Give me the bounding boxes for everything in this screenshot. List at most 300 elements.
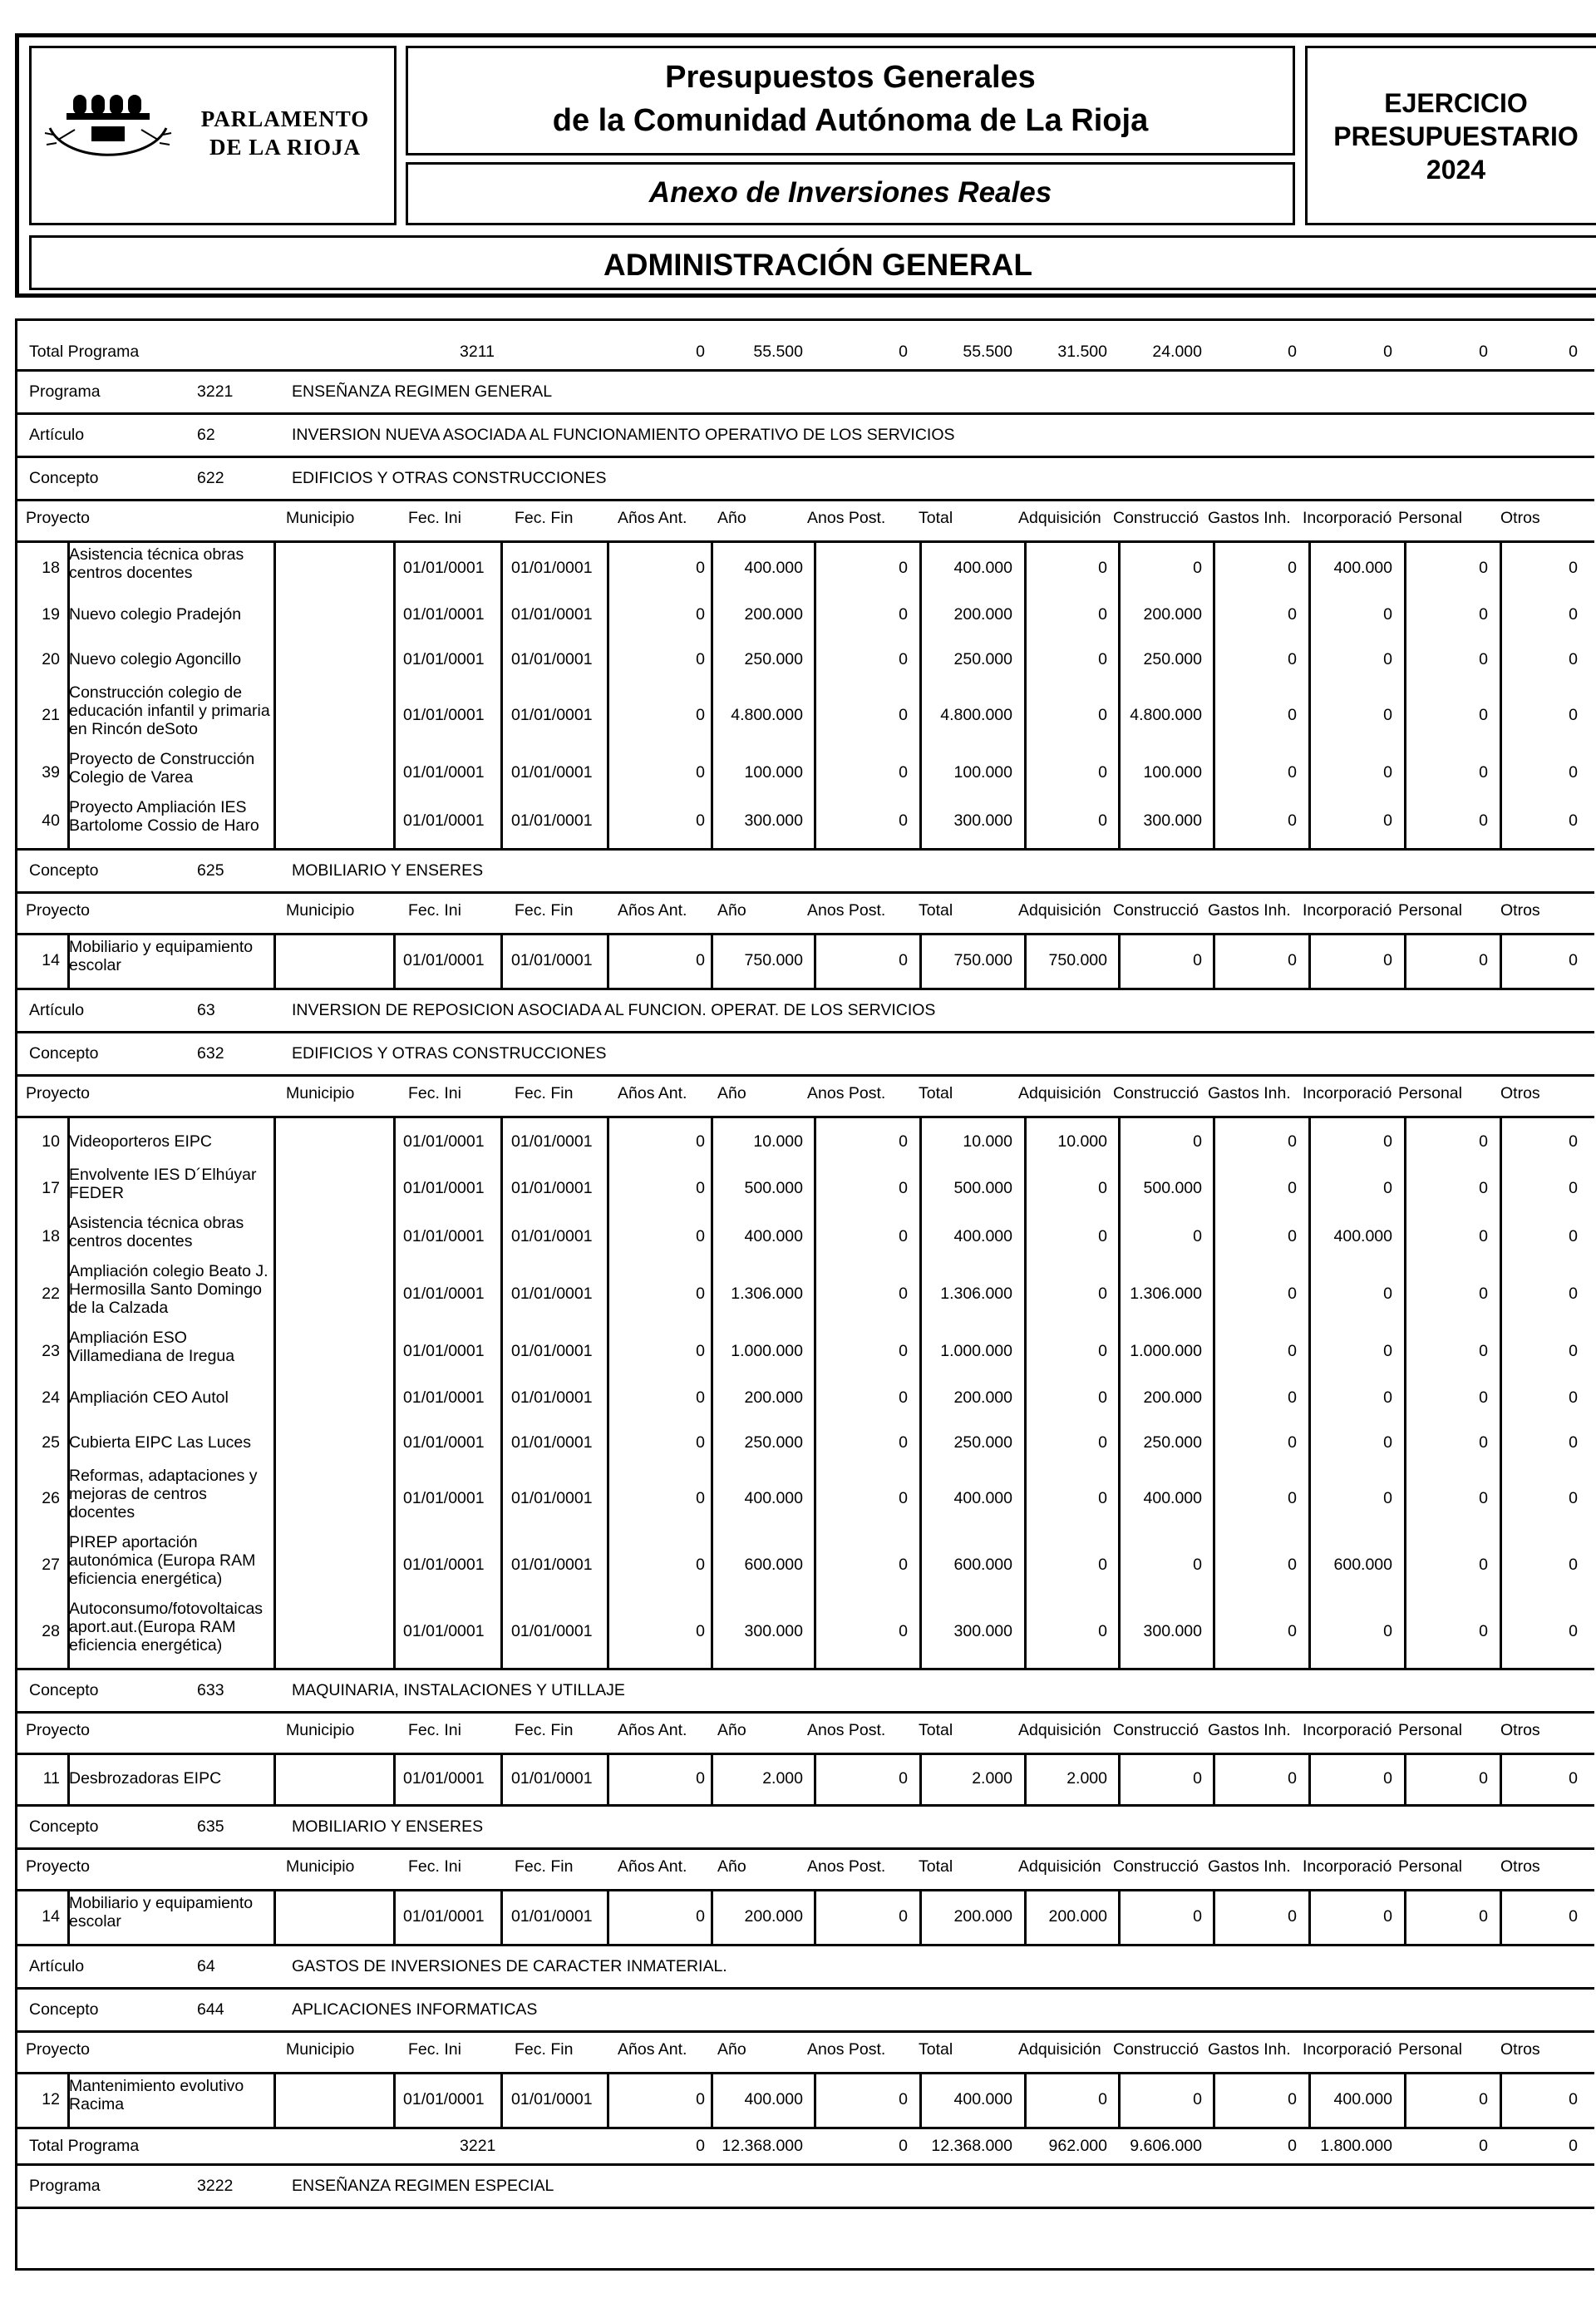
column-divider [711, 1116, 713, 1668]
end-date: 01/01/0001 [511, 1227, 593, 1245]
end-date: 01/01/0001 [511, 1433, 593, 1452]
project-value-0: 0 [696, 650, 705, 668]
section-name: GASTOS DE INVERSIONES DE CARACTER INMATERIAL. [292, 1957, 727, 1975]
section-code: 625 [197, 861, 224, 880]
column-header: Gastos Inh. [1208, 1857, 1291, 1876]
project-value-8: 0 [1479, 1179, 1488, 1197]
section-row-artculo [17, 988, 1594, 1031]
project-value-5: 0 [1193, 1132, 1202, 1151]
column-divider [67, 933, 70, 988]
start-date: 01/01/0001 [403, 1489, 485, 1507]
project-value-0: 0 [696, 559, 705, 577]
section-row-concepto [17, 456, 1594, 499]
start-date: 01/01/0001 [403, 1227, 485, 1245]
project-value-7: 0 [1383, 811, 1392, 830]
column-header: Total [919, 1857, 953, 1876]
project-name: Ampliación CEO Autol [69, 1388, 229, 1407]
project-value-7: 0 [1383, 1622, 1392, 1640]
column-divider [607, 540, 609, 848]
column-header: Anos Post. [807, 509, 886, 527]
column-divider [814, 1116, 816, 1668]
project-name: Mobiliario y equipamiento escolar [69, 938, 254, 974]
project-number: 27 [42, 1556, 60, 1574]
total-value-0: 0 [696, 2137, 705, 2155]
column-header: Fec. Ini [408, 2040, 461, 2059]
column-header: Gastos Inh. [1208, 1721, 1291, 1739]
column-header: Total [919, 1721, 953, 1739]
project-value-2: 0 [899, 706, 908, 724]
section-label: Concepto [29, 1681, 99, 1699]
project-row [17, 1531, 1594, 1598]
project-value-0: 0 [696, 1556, 705, 1574]
project-name: Ampliación colegio Beato J. Hermosilla Santo Domingo de la Calzada [69, 1262, 268, 1317]
total-row [17, 333, 1594, 369]
project-name: Reformas, adaptaciones y mejoras de centros docentes [69, 1467, 258, 1521]
column-divider [814, 540, 816, 848]
row-divider [17, 2072, 1594, 2074]
column-header: Anos Post. [807, 901, 886, 920]
project-value-7: 0 [1383, 1769, 1392, 1788]
project-value-6: 0 [1288, 1622, 1297, 1640]
end-date: 01/01/0001 [511, 1622, 593, 1640]
project-row [17, 1375, 1594, 1420]
project-name: Nuevo colegio Pradejón [69, 605, 242, 624]
total-value-8: 0 [1479, 343, 1488, 361]
project-number: 22 [42, 1285, 60, 1303]
project-value-4: 0 [1098, 1556, 1107, 1574]
project-value-8: 0 [1479, 811, 1488, 830]
parliament-logo-icon [42, 85, 183, 176]
end-date: 01/01/0001 [511, 1769, 593, 1788]
project-value-4: 0 [1098, 2090, 1107, 2108]
end-date: 01/01/0001 [511, 951, 593, 969]
project-value-8: 0 [1479, 706, 1488, 724]
total-value-4: 31.500 [1057, 343, 1107, 361]
column-divider [1024, 540, 1027, 848]
column-header: Años Ant. [618, 1721, 687, 1739]
project-value-9: 0 [1569, 1285, 1578, 1303]
column-divider [500, 1116, 503, 1668]
column-header: Proyecto [26, 1857, 90, 1876]
start-date: 01/01/0001 [403, 1907, 485, 1926]
project-value-7: 0 [1383, 1388, 1392, 1407]
column-divider [1500, 2072, 1502, 2127]
project-name: Construcción colegio de educación infantil y primaria en Rincón deSoto [69, 683, 270, 738]
project-value-3: 100.000 [953, 763, 1012, 782]
column-divider [1308, 540, 1311, 848]
column-divider [273, 1753, 276, 1804]
total-value-5: 9.606.000 [1130, 2137, 1202, 2155]
project-value-2: 0 [899, 1556, 908, 1574]
section-label: Concepto [29, 1817, 99, 1836]
total-value-7: 0 [1383, 343, 1392, 361]
project-value-7: 400.000 [1333, 559, 1392, 577]
project-value-8: 0 [1479, 1433, 1488, 1452]
column-header: Fec. Fin [515, 509, 574, 527]
project-value-5: 0 [1193, 1556, 1202, 1574]
project-value-1: 200.000 [744, 1388, 803, 1407]
column-header-row [17, 1074, 1594, 1116]
start-date: 01/01/0001 [403, 2090, 485, 2108]
column-header: Personal [1398, 509, 1462, 527]
project-value-0: 0 [696, 1342, 705, 1360]
total-value-2: 0 [899, 2137, 908, 2155]
project-value-7: 600.000 [1333, 1556, 1392, 1574]
start-date: 01/01/0001 [403, 1342, 485, 1360]
project-row [17, 1420, 1594, 1465]
project-value-5: 200.000 [1143, 605, 1202, 624]
section-label: Concepto [29, 469, 99, 487]
column-header: Gastos Inh. [1208, 1084, 1291, 1102]
project-row [17, 936, 1594, 984]
project-value-1: 250.000 [744, 1433, 803, 1452]
section-name: INVERSION NUEVA ASOCIADA AL FUNCIONAMIENTO OPERATIVO DE LOS SERVICIOS [292, 426, 955, 444]
project-value-2: 0 [899, 1227, 908, 1245]
project-name: Envolvente IES D´Elhúyar FEDER [69, 1166, 257, 1202]
project-value-1: 600.000 [744, 1556, 803, 1574]
column-header: Incorporació [1303, 1084, 1392, 1102]
section-name: EDIFICIOS Y OTRAS CONSTRUCCIONES [292, 1044, 607, 1063]
column-divider [1308, 1753, 1311, 1804]
section-label: Artículo [29, 1001, 85, 1019]
column-divider [1500, 1116, 1502, 1668]
row-divider [17, 2207, 1594, 2209]
total-program-code: 3221 [460, 2137, 496, 2155]
project-value-2: 0 [899, 1489, 908, 1507]
project-value-0: 0 [696, 1489, 705, 1507]
project-number: 26 [42, 1489, 60, 1507]
column-divider [500, 540, 503, 848]
start-date: 01/01/0001 [403, 1556, 485, 1574]
column-header: Construcció [1113, 901, 1199, 920]
total-value-3: 12.368.000 [931, 2137, 1012, 2155]
project-value-5: 0 [1193, 2090, 1202, 2108]
project-value-6: 0 [1288, 1342, 1297, 1360]
project-value-5: 0 [1193, 1907, 1202, 1926]
column-header: Municipio [286, 1857, 355, 1876]
project-value-6: 0 [1288, 1556, 1297, 1574]
project-value-8: 0 [1479, 1132, 1488, 1151]
column-divider [1308, 933, 1311, 988]
column-header: Construcció [1113, 509, 1199, 527]
column-header: Fec. Ini [408, 1084, 461, 1102]
project-value-0: 0 [696, 1227, 705, 1245]
project-name: Cubierta EIPC Las Luces [69, 1433, 251, 1452]
project-value-7: 0 [1383, 763, 1392, 782]
total-value-3: 55.500 [963, 343, 1012, 361]
section-label: Artículo [29, 426, 85, 444]
project-value-0: 0 [696, 1907, 705, 1926]
project-value-8: 0 [1479, 763, 1488, 782]
column-divider [1118, 2072, 1121, 2127]
column-divider [711, 2072, 713, 2127]
column-header: Total [919, 2040, 953, 2059]
project-value-9: 0 [1569, 559, 1578, 577]
start-date: 01/01/0001 [403, 706, 485, 724]
column-divider [607, 933, 609, 988]
project-value-4: 0 [1098, 1179, 1107, 1197]
project-number: 20 [42, 650, 60, 668]
column-header: Total [919, 901, 953, 920]
project-value-4: 2.000 [1066, 1769, 1107, 1788]
project-value-8: 0 [1479, 1622, 1488, 1640]
end-date: 01/01/0001 [511, 1342, 593, 1360]
start-date: 01/01/0001 [403, 1769, 485, 1788]
column-header: Municipio [286, 1084, 355, 1102]
section-name: ENSEÑANZA REGIMEN GENERAL [292, 382, 553, 401]
project-row [17, 1892, 1594, 1941]
project-value-3: 300.000 [953, 1622, 1012, 1640]
total-value-9: 0 [1569, 2137, 1578, 2155]
project-value-6: 0 [1288, 763, 1297, 782]
section-label: Concepto [29, 2000, 99, 2019]
column-header: Total [919, 509, 953, 527]
section-row-artculo [17, 412, 1594, 456]
project-value-0: 0 [696, 605, 705, 624]
end-date: 01/01/0001 [511, 1285, 593, 1303]
project-value-1: 1.000.000 [731, 1342, 803, 1360]
project-name: PIREP aportación autonómica (Europa RAM eficiencia energética) [69, 1533, 256, 1588]
column-divider [500, 1889, 503, 1944]
project-name: Nuevo colegio Agoncillo [69, 650, 242, 668]
column-divider [1118, 933, 1121, 988]
project-value-3: 2.000 [972, 1769, 1012, 1788]
column-divider [1024, 1116, 1027, 1668]
parliament-name [190, 105, 381, 161]
column-divider [814, 1753, 816, 1804]
end-date: 01/01/0001 [511, 1388, 593, 1407]
project-value-2: 0 [899, 811, 908, 830]
project-value-6: 0 [1288, 605, 1297, 624]
column-header: Personal [1398, 1857, 1462, 1876]
column-header: Construcció [1113, 1857, 1199, 1876]
project-value-4: 10.000 [1057, 1132, 1107, 1151]
project-number: 18 [42, 1227, 60, 1245]
column-header: Otros [1500, 509, 1540, 527]
subtitle: Anexo de Inversiones Reales [648, 176, 1052, 209]
end-date: 01/01/0001 [511, 559, 593, 577]
section-label: Concepto [29, 861, 99, 880]
column-header: Construcció [1113, 1084, 1199, 1102]
project-value-5: 0 [1193, 1769, 1202, 1788]
project-value-3: 200.000 [953, 605, 1012, 624]
document-header [15, 33, 1596, 298]
project-value-9: 0 [1569, 951, 1578, 969]
column-header: Año [717, 1721, 746, 1739]
column-header: Años Ant. [618, 2040, 687, 2059]
column-divider [1308, 1889, 1311, 1944]
project-row [17, 796, 1594, 845]
column-divider [1213, 1889, 1215, 1944]
project-value-7: 0 [1383, 650, 1392, 668]
column-divider [67, 1753, 70, 1804]
project-value-9: 0 [1569, 706, 1578, 724]
start-date: 01/01/0001 [403, 1132, 485, 1151]
project-row [17, 682, 1594, 748]
project-value-0: 0 [696, 763, 705, 782]
column-divider [1118, 1753, 1121, 1804]
column-header: Proyecto [26, 1721, 90, 1739]
project-value-0: 0 [696, 811, 705, 830]
column-header-row [17, 891, 1594, 933]
project-value-5: 300.000 [1143, 1622, 1202, 1640]
column-header: Incorporació [1303, 1721, 1392, 1739]
project-value-1: 300.000 [744, 1622, 803, 1640]
total-row [17, 2127, 1594, 2163]
column-header: Anos Post. [807, 1857, 886, 1876]
section-name: APLICACIONES INFORMATICAS [292, 2000, 538, 2019]
project-value-2: 0 [899, 1622, 908, 1640]
project-value-9: 0 [1569, 2090, 1578, 2108]
project-value-7: 400.000 [1333, 2090, 1392, 2108]
project-number: 18 [42, 559, 60, 577]
project-value-5: 300.000 [1143, 811, 1202, 830]
project-value-8: 0 [1479, 951, 1488, 969]
project-value-8: 0 [1479, 605, 1488, 624]
project-value-9: 0 [1569, 1907, 1578, 1926]
project-value-5: 4.800.000 [1130, 706, 1202, 724]
column-divider [1213, 540, 1215, 848]
project-value-1: 400.000 [744, 559, 803, 577]
section-row-concepto [17, 1987, 1594, 2030]
column-divider [67, 540, 70, 848]
section-row-artculo [17, 1944, 1594, 1987]
column-divider [1213, 2072, 1215, 2127]
project-value-4: 0 [1098, 1388, 1107, 1407]
column-divider [1213, 1753, 1215, 1804]
project-number: 23 [42, 1342, 60, 1360]
column-header-row [17, 1711, 1594, 1753]
project-value-9: 0 [1569, 1433, 1578, 1452]
column-divider [1500, 540, 1502, 848]
project-value-6: 0 [1288, 1489, 1297, 1507]
project-value-0: 0 [696, 1285, 705, 1303]
column-divider [814, 933, 816, 988]
project-value-0: 0 [696, 1769, 705, 1788]
column-header: Otros [1500, 1721, 1540, 1739]
end-date: 01/01/0001 [511, 2090, 593, 2108]
column-divider [1118, 1889, 1121, 1944]
column-header: Otros [1500, 1857, 1540, 1876]
column-divider [1118, 540, 1121, 848]
project-number: 19 [42, 605, 60, 624]
end-date: 01/01/0001 [511, 763, 593, 782]
project-value-4: 0 [1098, 1489, 1107, 1507]
project-value-1: 1.306.000 [731, 1285, 803, 1303]
project-value-2: 0 [899, 1388, 908, 1407]
project-number: 28 [42, 1622, 60, 1640]
title-line-1: Presupuestos Generales [665, 60, 1036, 95]
column-header: Proyecto [26, 1084, 90, 1102]
column-header: Fec. Fin [515, 1084, 574, 1102]
project-value-9: 0 [1569, 1132, 1578, 1151]
section-row-concepto [17, 1668, 1594, 1711]
project-value-4: 0 [1098, 1285, 1107, 1303]
column-header: Adquisición [1018, 1084, 1101, 1102]
project-row [17, 1756, 1594, 1801]
section-row-programa [17, 369, 1594, 412]
column-header: Fec. Ini [408, 1721, 461, 1739]
fiscal-year-line-1: EJERCICIO [1384, 88, 1528, 118]
project-value-9: 0 [1569, 1342, 1578, 1360]
column-divider [393, 1753, 396, 1804]
project-row [17, 1327, 1594, 1375]
project-value-5: 1.000.000 [1130, 1342, 1202, 1360]
column-header: Fec. Fin [515, 1721, 574, 1739]
column-divider [711, 933, 713, 988]
start-date: 01/01/0001 [403, 605, 485, 624]
total-value-1: 55.500 [753, 343, 803, 361]
project-value-3: 750.000 [953, 951, 1012, 969]
project-value-9: 0 [1569, 811, 1578, 830]
project-value-5: 500.000 [1143, 1179, 1202, 1197]
column-divider [1118, 1116, 1121, 1668]
section-code: 63 [197, 1001, 215, 1019]
column-divider [919, 1889, 922, 1944]
project-value-4: 750.000 [1048, 951, 1107, 969]
section-code: 64 [197, 1957, 215, 1975]
project-number: 14 [42, 1907, 60, 1926]
column-divider [919, 1116, 922, 1668]
fiscal-year-box [1305, 46, 1596, 225]
project-value-8: 0 [1479, 1342, 1488, 1360]
section-label: Programa [29, 382, 101, 401]
project-name: Proyecto Ampliación IES Bartolome Cossio de Haro [69, 798, 259, 835]
column-divider [1308, 2072, 1311, 2127]
row-divider [17, 1116, 1594, 1118]
project-value-3: 1.000.000 [940, 1342, 1012, 1360]
column-header: Personal [1398, 901, 1462, 920]
column-divider [607, 1116, 609, 1668]
total-value-6: 0 [1288, 2137, 1297, 2155]
column-divider [1024, 1753, 1027, 1804]
investment-table [15, 318, 1594, 2271]
project-value-9: 0 [1569, 1388, 1578, 1407]
column-header: Adquisición [1018, 1721, 1101, 1739]
column-header: Fec. Fin [515, 901, 574, 920]
total-label: Total Programa [29, 343, 140, 361]
column-header: Proyecto [26, 901, 90, 920]
project-value-7: 0 [1383, 605, 1392, 624]
column-divider [67, 1116, 70, 1668]
project-value-9: 0 [1569, 605, 1578, 624]
project-name: Videoporteros EIPC [69, 1132, 212, 1151]
project-value-2: 0 [899, 2090, 908, 2108]
column-divider [273, 2072, 276, 2127]
project-value-0: 0 [696, 2090, 705, 2108]
project-value-1: 400.000 [744, 1227, 803, 1245]
column-header: Adquisición [1018, 509, 1101, 527]
project-value-7: 0 [1383, 1132, 1392, 1151]
column-divider [919, 933, 922, 988]
project-value-3: 200.000 [953, 1388, 1012, 1407]
project-value-3: 10.000 [963, 1132, 1012, 1151]
project-value-5: 250.000 [1143, 650, 1202, 668]
column-header: Año [717, 509, 746, 527]
project-value-9: 0 [1569, 1179, 1578, 1197]
column-header: Gastos Inh. [1208, 901, 1291, 920]
project-number: 21 [42, 706, 60, 724]
project-value-4: 0 [1098, 1622, 1107, 1640]
column-header: Municipio [286, 2040, 355, 2059]
project-value-0: 0 [696, 951, 705, 969]
column-divider [1404, 1116, 1406, 1668]
section-code: 3221 [197, 382, 234, 401]
project-value-6: 0 [1288, 2090, 1297, 2108]
column-divider [500, 933, 503, 988]
column-header-row [17, 2030, 1594, 2072]
total-value-7: 1.800.000 [1320, 2137, 1392, 2155]
